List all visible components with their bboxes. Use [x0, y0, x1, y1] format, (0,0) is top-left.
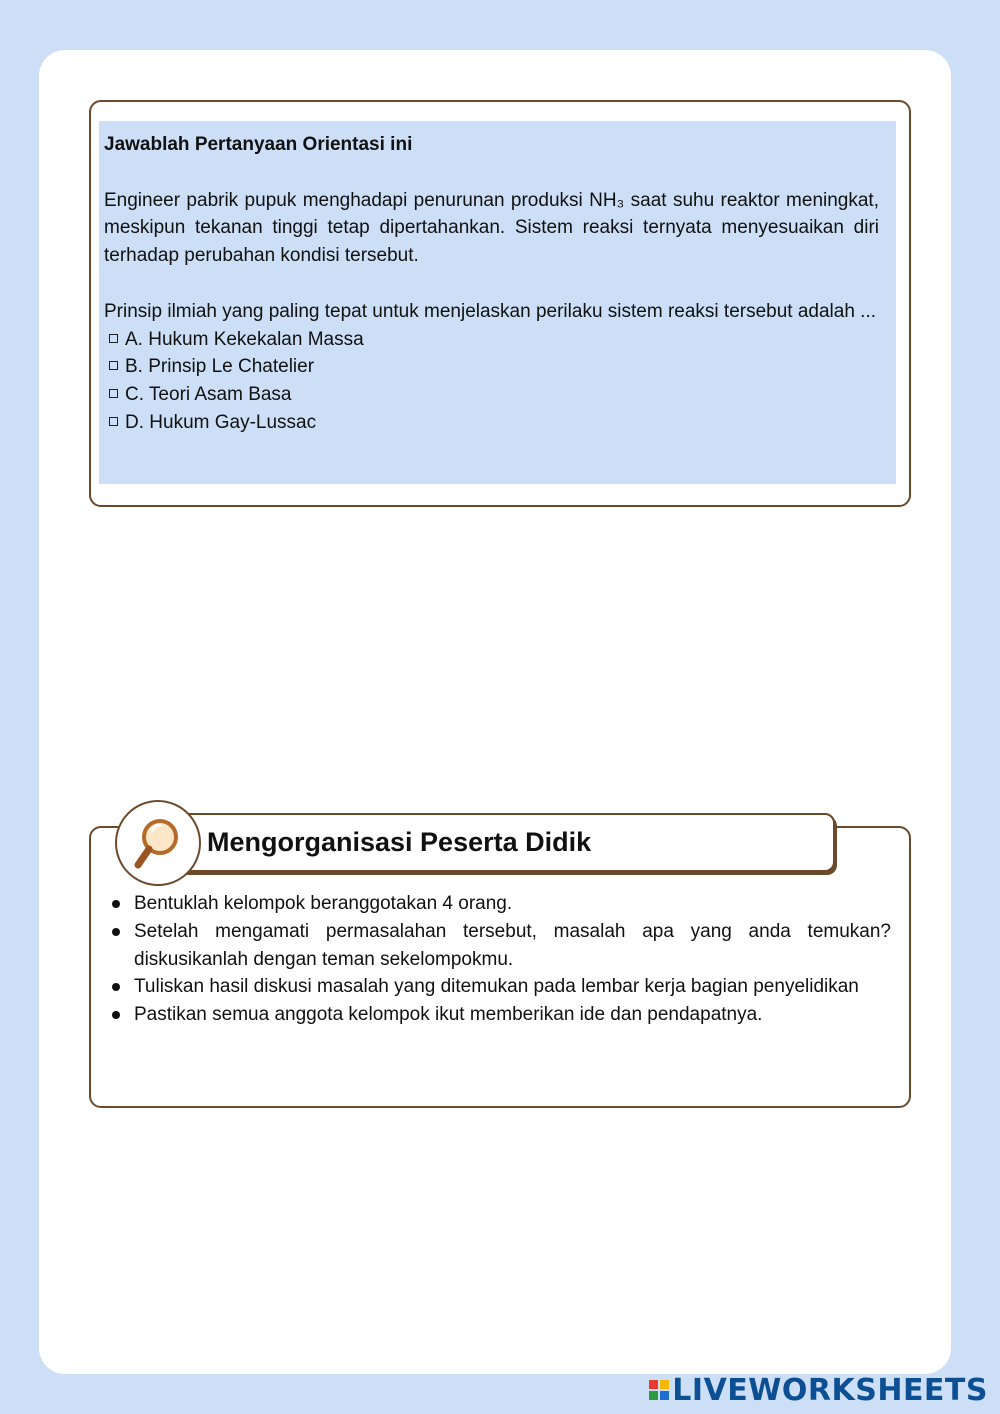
- checkbox-icon[interactable]: [109, 389, 118, 398]
- orientation-paragraph-2: Prinsip ilmiah yang paling tepat untuk menjelaskan perilaku sistem reaksi tersebut adalah ...: [104, 300, 877, 322]
- checkbox-icon[interactable]: [109, 334, 118, 343]
- option-c[interactable]: [104, 381, 879, 409]
- list-item: Bentuklah kelompok beranggotakan 4 orang.: [105, 890, 891, 918]
- bullet-icon: [112, 1011, 120, 1019]
- option-b[interactable]: [104, 353, 879, 381]
- bullet-icon: [112, 983, 120, 991]
- option-label: B. Prinsip Le Chatelier: [125, 356, 315, 378]
- organize-list: [105, 890, 891, 1029]
- bullet-icon: [112, 900, 120, 908]
- liveworksheets-logo[interactable]: [649, 1374, 988, 1406]
- organize-title: Mengorganisasi Peserta Didik: [207, 827, 592, 857]
- checkbox-icon[interactable]: [109, 417, 118, 426]
- list-item: Tuliskan hasil diskusi masalah yang ditemukan pada lembar kerja bagian penyelidikan: [105, 973, 891, 1001]
- checkbox-icon[interactable]: [109, 361, 118, 370]
- magnifier-icon: [130, 813, 186, 873]
- orientation-panel: [99, 121, 896, 484]
- option-a[interactable]: [104, 326, 879, 354]
- bullet-icon: [112, 928, 120, 936]
- list-item: Pastikan semua anggota kelompok ikut memberikan ide dan pendapatnya.: [105, 1001, 891, 1029]
- option-label: D. Hukum Gay-Lussac: [125, 411, 317, 433]
- organize-header: [176, 813, 835, 872]
- option-label: C. Teori Asam Basa: [125, 384, 292, 406]
- list-item: Setelah mengamati permasalahan tersebut, masalah apa yang anda temukan? diskusikanlah dengan teman sekelompokmu.: [105, 918, 891, 974]
- logo-wordmark: LIVEWORKSHEETS: [672, 1372, 988, 1408]
- option-d[interactable]: [104, 409, 879, 437]
- orientation-paragraph-1: Engineer pabrik pupuk menghadapi penurunan produksi NH₃ saat suhu reaktor meningkat, meskipun tekanan tinggi tetap dipertahankan. Sistem reaksi ternyata menyesuaikan diri terhadap perubahan kondisi tersebut.: [104, 189, 879, 267]
- orientation-title: Jawablah Pertanyaan Orientasi ini: [104, 134, 413, 155]
- logo-mark-icon: [649, 1380, 669, 1400]
- organize-icon-badge: [115, 800, 201, 886]
- option-label: A. Hukum Kekekalan Massa: [125, 328, 364, 350]
